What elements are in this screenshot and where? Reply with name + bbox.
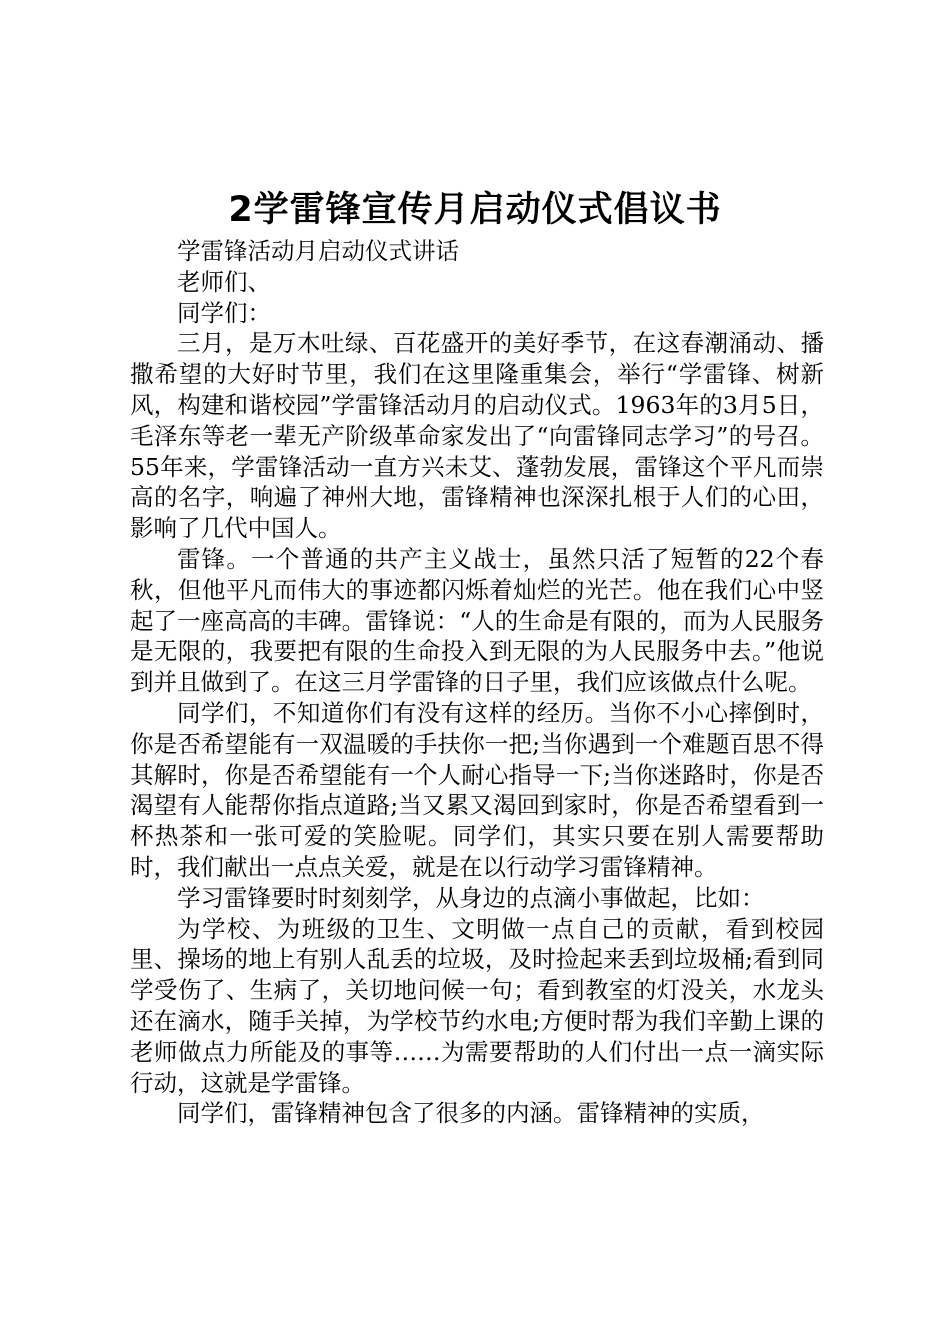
paragraph: 三月，是万木吐绿、百花盛开的美好季节，在这春潮涌动、播撒希望的大好时节里，我们在这里隆重集会，举行“学雷锋、树新风，构建和谐校园”学雷锋活动月的启动仪式。1963年的3月5日，毛泽东等老一辈无产阶级革命家发出了“向雷锋同志学习”的号召。55年来，学雷锋活动一直方兴未艾、蓬勃发展，雷锋这个平凡而崇高的名字，响遍了神州大地，雷锋精神也深深扎根于人们的心田，影响了几代中国人。 xyxy=(130,329,824,543)
paragraph-salutation-teachers: 老师们、 xyxy=(177,267,271,296)
paragraph: 为学校、为班级的卫生、文明做一点自己的贡献，看到校园里、操场的地上有别人乱丢的垃圾，及时捡起来丢到垃圾桶;看到同学受伤了、生病了，关切地问候一句；看到教室的灯没关，水龙头还在滴水，随手关掉，为学校节约水电;方便时帮为我们辛勤上课的老师做点力所能及的事等……为需要帮助的人们付出一点一滴实际行动，这就是学雷锋。 xyxy=(130,914,824,1097)
paragraph: 雷锋。一个普通的共产主义战士，虽然只活了短暂的22个春秋，但他平凡而伟大的事迹都闪烁着灿烂的光芒。他在我们心中竖起了一座高高的丰碑。雷锋说：“人的生命是有限的，而为人民服务是无限的，我要把有限的生命投入到无限的为人民服务中去。”他说到并且做到了。在这三月学雷锋的日子里，我们应该做点什么呢。 xyxy=(130,544,824,697)
paragraph: 同学们，雷锋精神包含了很多的内涵。雷锋精神的实质， xyxy=(177,1099,765,1128)
paragraph-salutation-students: 同学们： xyxy=(177,298,271,327)
paragraph: 学习雷锋要时时刻刻学，从身边的点滴小事做起，比如： xyxy=(177,883,765,912)
paragraph: 同学们，不知道你们有没有这样的经历。当你不小心摔倒时，你是否希望能有一双温暖的手扶你一把;当你遇到一个难题百思不得其解时，你是否希望能有一个人耐心指导一下;当你迷路时，你是否渴望有人能帮你指点道路;当又累又渴回到家时，你是否希望看到一杯热茶和一张可爱的笑脸呢。同学们，其实只要在别人需要帮助时，我们献出一点点关爱，就是在以行动学习雷锋精神。 xyxy=(130,698,824,881)
paragraph-subtitle: 学雷锋活动月启动仪式讲话 xyxy=(177,237,459,265)
document-title: 2学雷锋宣传月启动仪式倡议书 xyxy=(228,190,722,230)
document-body xyxy=(130,236,824,1129)
